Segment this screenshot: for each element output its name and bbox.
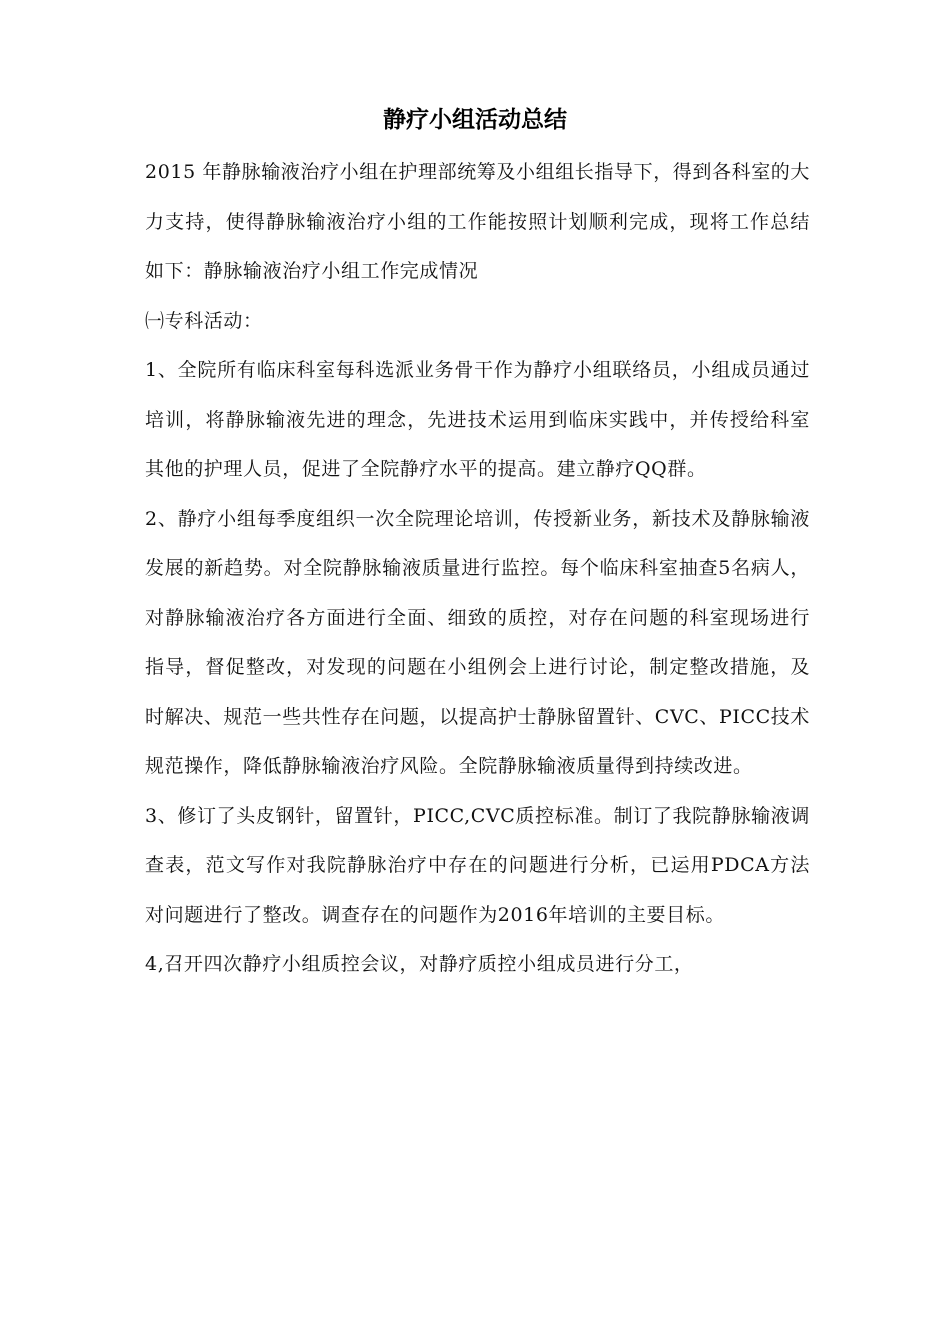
document-body <box>145 148 810 990</box>
paragraph-item-1: 1、全院所有临床科室每科选派业务骨干作为静疗小组联络员，小组成员通过培训，将静脉输液先进的理念，先进技术运用到临床实践中，并传授给科室其他的护理人员，促进了全院静疗水平的提高。建立静疗QQ群。 <box>145 359 810 480</box>
document-title: 静疗小组活动总结 <box>383 107 567 133</box>
paragraph-item-4: 4,召开四次静疗小组质控会议，对静疗质控小组成员进行分工， <box>145 953 694 975</box>
paragraph-intro: 2015 年静脉输液治疗小组在护理部统筹及小组组长指导下，得到各科室的大力支持，使得静脉输液治疗小组的工作能按照计划顺利完成，现将工作总结如下：静脉输液治疗小组工作完成情况 <box>145 161 810 282</box>
paragraph-section-heading: ㈠专科活动： <box>145 309 263 332</box>
paragraph-item-2: 2、静疗小组每季度组织一次全院理论培训，传授新业务，新技术及静脉输液发展的新趋势。对全院静脉输液质量进行监控。每个临床科室抽查5名病人，对静脉输液治疗各方面进行全面、细致的质控，对存在问题的科室现场进行指导，督促整改，对发现的问题在小组例会上进行讨论，制定整改措施，及时解决、规范一些共性存在问题，以提高护士静脉留置针、CVC、PICC技术规范操作，降低静脉输液治疗风险。全院静脉输液质量得到持续改进。 <box>145 507 810 777</box>
paragraph-item-3: 3、修订了头皮钢针，留置针，PICC,CVC质控标准。制订了我院静脉输液调查表，范文写作对我院静脉治疗中存在的问题进行分析，已运用PDCA方法对问题进行了整改。调查存在的问题作为2016年培训的主要目标。 <box>145 804 810 926</box>
